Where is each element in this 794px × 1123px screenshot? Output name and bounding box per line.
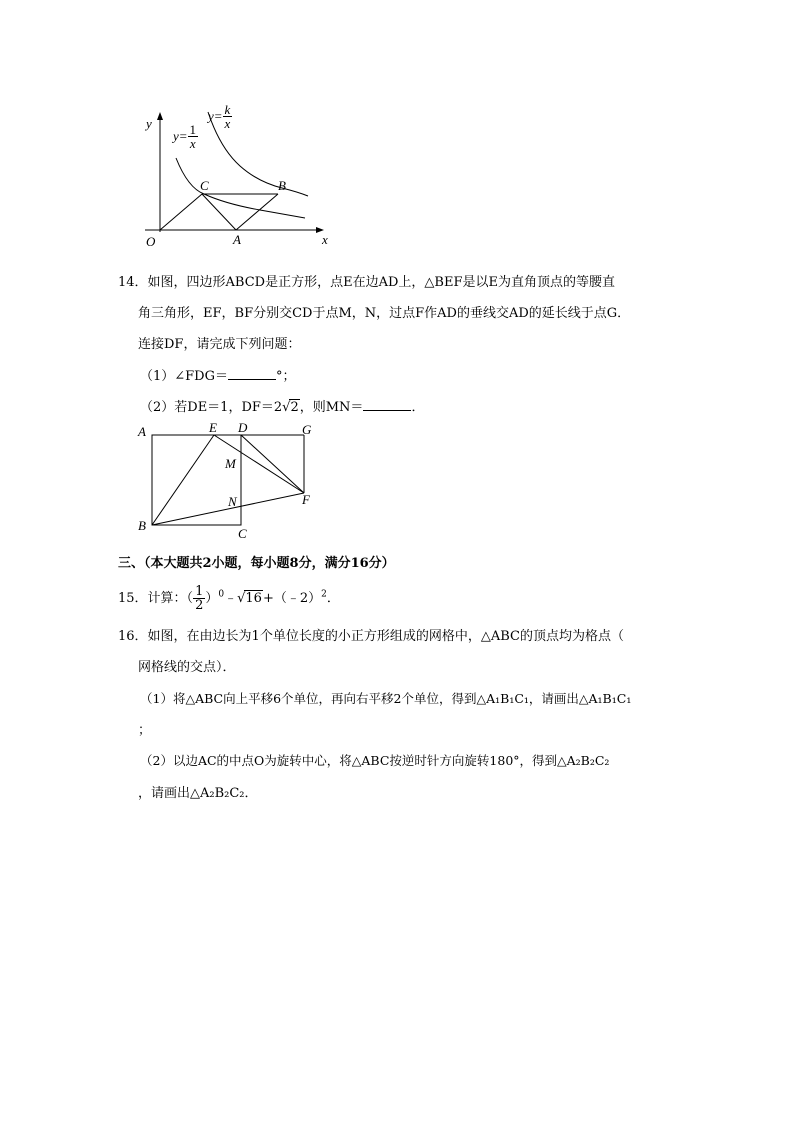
q14-p1-blank[interactable] xyxy=(228,367,276,380)
curve1-prefix: y= xyxy=(173,128,188,144)
curve2-frac xyxy=(223,103,233,130)
curve2-label xyxy=(208,103,232,130)
q14-p2-sqrt: 2 xyxy=(290,400,299,415)
q14-number: 14． xyxy=(118,275,148,290)
label-F: F xyxy=(302,492,310,507)
label-D: D xyxy=(238,420,248,435)
curve1-den: x xyxy=(189,136,196,151)
segment-be xyxy=(152,435,214,525)
q15-end: ． xyxy=(326,591,340,606)
q15-sqrt: 16 xyxy=(245,591,262,606)
curve1-num: 1 xyxy=(189,122,197,137)
label-G: G xyxy=(302,422,312,437)
curve1-label xyxy=(173,123,198,150)
q14-part2: （2）若DE＝1，DF＝2√2，则MN＝ ． xyxy=(140,400,425,415)
q14-line2: 角三角形，EF，BF分别交CD于点M，N，过点F作AD的垂线交AD的延长线于点G． xyxy=(138,306,631,321)
q14-p1-suffix: °； xyxy=(276,369,296,384)
label-E: E xyxy=(209,420,217,435)
q14-part1 xyxy=(140,365,296,384)
curve2-den: x xyxy=(224,116,231,131)
q16-p2-line2: ，请画出△A₂B₂C₂． xyxy=(138,786,258,801)
label-a: A xyxy=(233,232,241,247)
figure-hyperbola xyxy=(130,100,350,250)
q14-text1: 如图，四边形ABCD是正方形，点E在边AD上，△BEF是以E为直角顶点的等腰直 xyxy=(147,275,615,290)
q14-p2-blank[interactable] xyxy=(363,398,411,411)
q16-p2-line1: （2）以边AC的中点O为旋转中心，将△ABC按逆时针方向旋转180°，得到△A₂B₂C₂ xyxy=(140,753,610,768)
q16-line1 xyxy=(118,625,624,644)
q15-after-frac: ） xyxy=(205,591,219,606)
label-b: B xyxy=(278,178,286,193)
label-c: C xyxy=(200,178,209,193)
figure-square xyxy=(130,420,330,545)
q14-line1 xyxy=(118,271,615,290)
q15-frac-num: 1 xyxy=(195,584,204,599)
curve1-frac xyxy=(188,123,199,150)
q15-plus-part: +（﹣2） xyxy=(262,591,322,606)
q14-p1-prefix: （1）∠FDG＝ xyxy=(140,369,228,384)
q15-exp0: 0 xyxy=(218,589,225,600)
label-C: C xyxy=(238,526,247,541)
q15-line: 15．计算：（ $\frac{1}{2}$ ）$^0$﹣√16+（﹣2）$^2$． xyxy=(118,584,340,613)
q14-line3: 连接DF，请完成下列问题： xyxy=(138,337,301,352)
q15-prefix: 计算：（ xyxy=(147,591,194,606)
label-N: N xyxy=(228,494,237,509)
q16-text1: 如图，在由边长为1个单位长度的小正方形组成的网格中，△ABC的顶点均为格点（ xyxy=(147,629,624,644)
label-x: x xyxy=(322,232,328,247)
label-M: M xyxy=(225,456,236,471)
label-A: A xyxy=(138,424,146,439)
square-abcd xyxy=(152,435,241,525)
label-B: B xyxy=(138,518,146,533)
q15-frac xyxy=(193,585,205,612)
q16-line2: 网格线的交点）． xyxy=(138,660,236,675)
label-o: O xyxy=(146,234,156,249)
section3-title: 三、（本大题共2小题，每小题8分，满分16分） xyxy=(118,556,395,571)
q15-exp2: 2 xyxy=(321,589,327,600)
q15-number: 15． xyxy=(118,591,148,606)
q14-p2-prefix: （2）若DE＝1，DF＝2 xyxy=(140,400,283,415)
y-axis-arrow-icon xyxy=(157,112,163,120)
q14-p2-mid: ，则MN＝ xyxy=(299,400,364,415)
curve2-num: k xyxy=(224,102,231,117)
q16-number: 16． xyxy=(118,629,148,644)
q15-frac-den: 2 xyxy=(195,598,204,613)
q14-p2-suffix: ． xyxy=(411,400,425,415)
q16-p1-line1: （1）将△ABC向上平移6个单位，再向右平移2个单位，得到△A₁B₁C₁，请画出△A₁B₁C₁ xyxy=(140,691,632,706)
segment-oc xyxy=(160,194,202,230)
label-y: y xyxy=(146,116,152,131)
q15-minus: ﹣ xyxy=(224,591,238,606)
q16-p1-line2: ； xyxy=(138,723,152,738)
segment-df xyxy=(241,435,304,493)
curve2-prefix: y= xyxy=(208,108,223,124)
